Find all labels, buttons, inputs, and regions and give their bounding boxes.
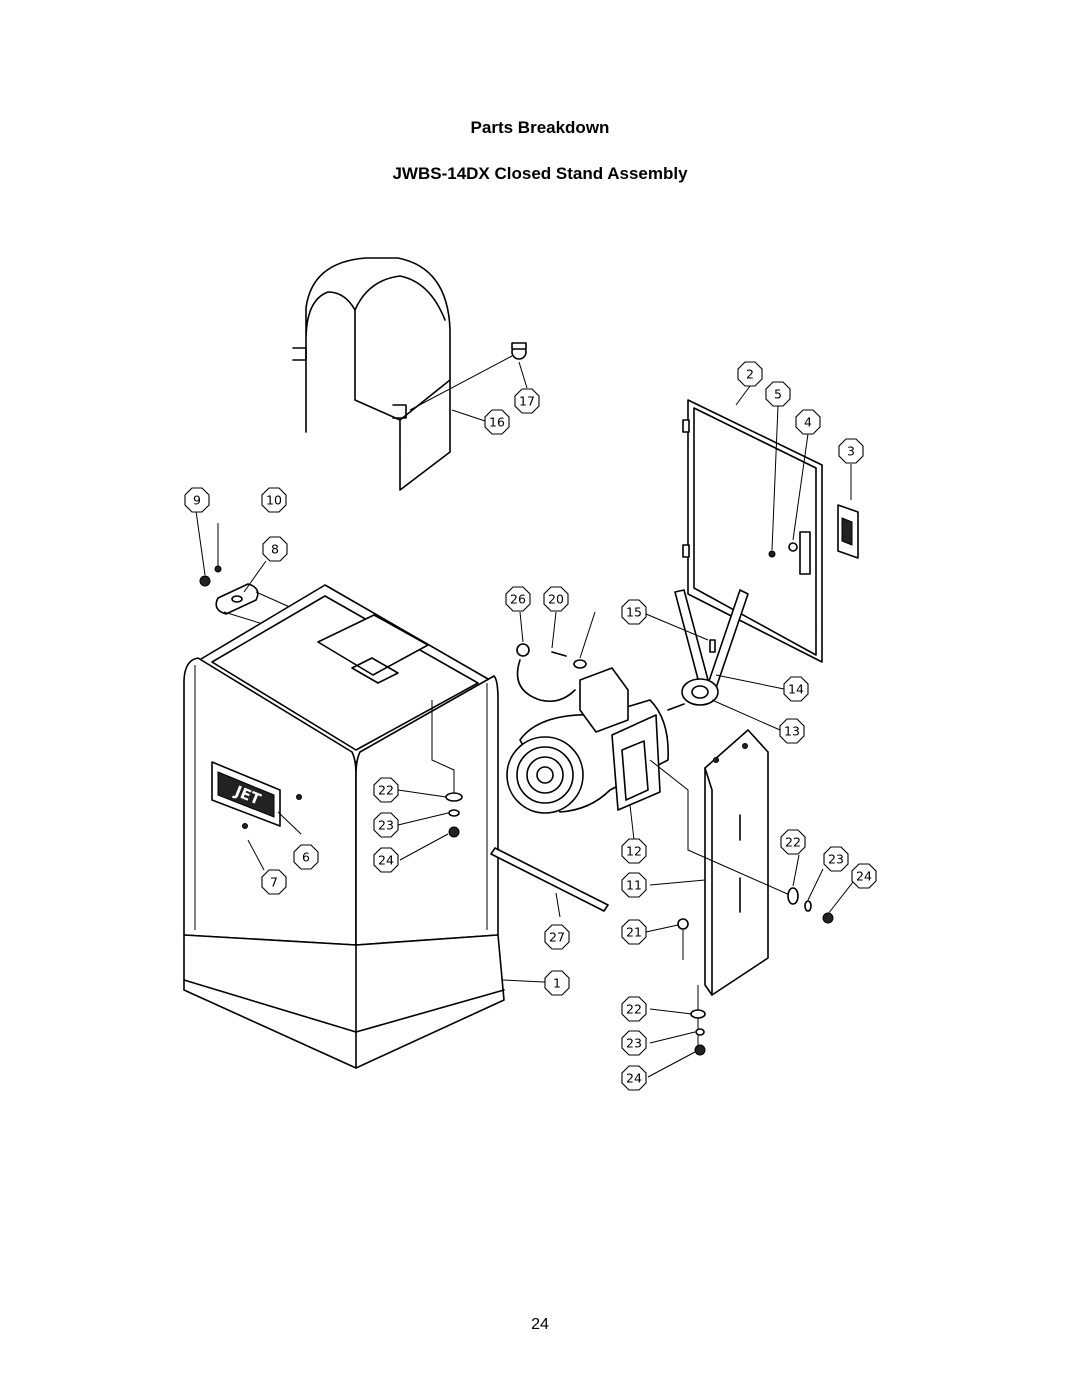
callout-23 xyxy=(374,813,398,837)
callout-8 xyxy=(263,537,287,561)
callout-label: 10 xyxy=(266,492,282,508)
callout-label: 24 xyxy=(856,868,872,884)
callout-1 xyxy=(545,971,569,995)
callout-22 xyxy=(622,997,646,1021)
callout-23 xyxy=(824,847,848,871)
callout-5 xyxy=(766,382,790,406)
callout-label: 22 xyxy=(378,782,394,798)
callout-label: 11 xyxy=(626,877,642,893)
callout-3 xyxy=(839,439,863,463)
callout-26 xyxy=(506,587,530,611)
callout-17 xyxy=(515,389,539,413)
callout-label: 27 xyxy=(549,929,565,945)
callout-13 xyxy=(780,719,804,743)
callout-label: 23 xyxy=(378,817,394,833)
callout-24 xyxy=(374,848,398,872)
callout-12 xyxy=(622,839,646,863)
diagram-subtitle: JWBS-14DX Closed Stand Assembly xyxy=(392,164,688,183)
callout-10 xyxy=(262,488,286,512)
motor-part xyxy=(507,644,684,813)
page-number: 24 xyxy=(531,1316,549,1333)
cabinet-part xyxy=(184,585,504,1068)
callout-label: 21 xyxy=(626,924,642,940)
callout-label: 15 xyxy=(626,604,642,620)
callout-label: 17 xyxy=(519,393,535,409)
callout-label: 3 xyxy=(847,443,855,459)
callout-11 xyxy=(622,873,646,897)
callout-label: 22 xyxy=(626,1001,642,1017)
callout-7 xyxy=(262,870,286,894)
page-title: Parts Breakdown xyxy=(470,118,610,137)
belt-guard-part xyxy=(293,258,450,490)
callout-label: 14 xyxy=(788,681,804,697)
callout-label: 24 xyxy=(378,852,394,868)
callout-label: 23 xyxy=(828,851,844,867)
callout-15 xyxy=(622,600,646,624)
callout-14 xyxy=(784,677,808,701)
motor-bracket-part xyxy=(650,730,833,1055)
callout-23 xyxy=(622,1031,646,1055)
callout-6 xyxy=(294,845,318,869)
callout-label: 8 xyxy=(271,541,279,557)
callout-label: 22 xyxy=(785,834,801,850)
callout-label: 23 xyxy=(626,1035,642,1051)
callout-label: 16 xyxy=(489,414,505,430)
callout-label: 5 xyxy=(774,386,782,402)
callout-4 xyxy=(796,410,820,434)
callout-label: 6 xyxy=(302,849,310,865)
callout-24 xyxy=(622,1066,646,1090)
callout-label: 1 xyxy=(553,975,561,991)
pulley-belt-part xyxy=(675,590,748,705)
callout-22 xyxy=(374,778,398,802)
jet-logo: JET xyxy=(232,782,264,809)
callout-label: 4 xyxy=(804,414,812,430)
door-panel-part xyxy=(683,400,822,662)
switch-part xyxy=(838,505,858,558)
callout-label: 20 xyxy=(548,591,564,607)
callout-21 xyxy=(622,920,646,944)
callout-20 xyxy=(544,587,568,611)
callout-27 xyxy=(545,925,569,949)
callout-label: 12 xyxy=(626,843,642,859)
callout-9 xyxy=(185,488,209,512)
callout-label: 24 xyxy=(626,1070,642,1086)
callout-2 xyxy=(738,362,762,386)
callout-24 xyxy=(852,864,876,888)
callout-label: 26 xyxy=(510,591,526,607)
callout-label: 13 xyxy=(784,723,800,739)
callout-label: 9 xyxy=(193,492,201,508)
callout-label: 2 xyxy=(746,366,754,382)
callout-22 xyxy=(781,830,805,854)
callout-16 xyxy=(485,410,509,434)
callout-label: 7 xyxy=(270,874,278,890)
rod-part xyxy=(491,848,608,911)
